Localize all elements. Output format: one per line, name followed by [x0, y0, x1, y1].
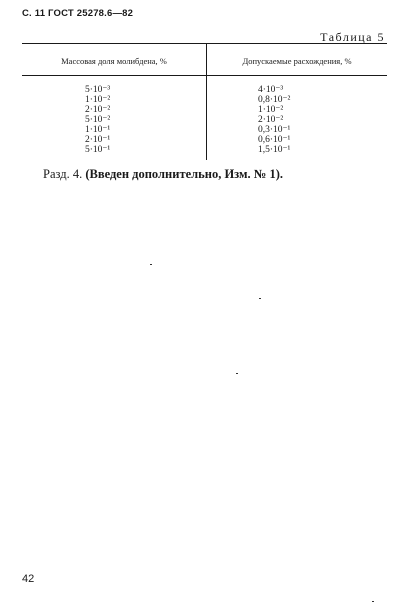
table-cell-molybdenum: 1·10⁻² [85, 95, 111, 105]
scan-speck [372, 601, 374, 602]
table-column-header-molybdenum: Массовая доля молибдена, % [61, 56, 167, 66]
table-cell-tolerance: 1,5·10⁻¹ [258, 145, 291, 155]
table-column-header-tolerance: Допускаемые расхождения, % [242, 56, 352, 66]
page-header: С. 11 ГОСТ 25278.6—82 [22, 8, 134, 19]
scan-speck [259, 298, 261, 299]
table-header-rule [22, 75, 387, 76]
table-cell-molybdenum: 2·10⁻¹ [85, 135, 111, 145]
table-cell-tolerance: 0,8·10⁻² [258, 95, 291, 105]
table-cell-molybdenum: 2·10⁻² [85, 105, 111, 115]
amendment-note-section: Разд. 4. [43, 167, 83, 181]
table-top-rule [22, 43, 387, 44]
amendment-note [43, 167, 283, 182]
table-cell-tolerance: 2·10⁻² [258, 115, 284, 125]
page-number: 42 [22, 573, 35, 585]
table-cell-molybdenum: 5·10⁻² [85, 115, 111, 125]
scan-speck [236, 373, 238, 374]
table-title: Таблица 5 [320, 30, 385, 44]
table-cell-tolerance: 0,6·10⁻¹ [258, 135, 291, 145]
table-cell-molybdenum: 5·10⁻¹ [85, 145, 111, 155]
table-cell-tolerance: 1·10⁻² [258, 105, 284, 115]
scan-speck [150, 264, 152, 265]
table-cell-tolerance: 0,3·10⁻¹ [258, 125, 291, 135]
table-cell-tolerance: 4·10⁻³ [258, 85, 284, 95]
amendment-note-text: (Введен дополнительно, Изм. № 1). [85, 167, 284, 181]
table-cell-molybdenum: 1·10⁻¹ [85, 125, 111, 135]
table-cell-molybdenum: 5·10⁻³ [85, 85, 111, 95]
